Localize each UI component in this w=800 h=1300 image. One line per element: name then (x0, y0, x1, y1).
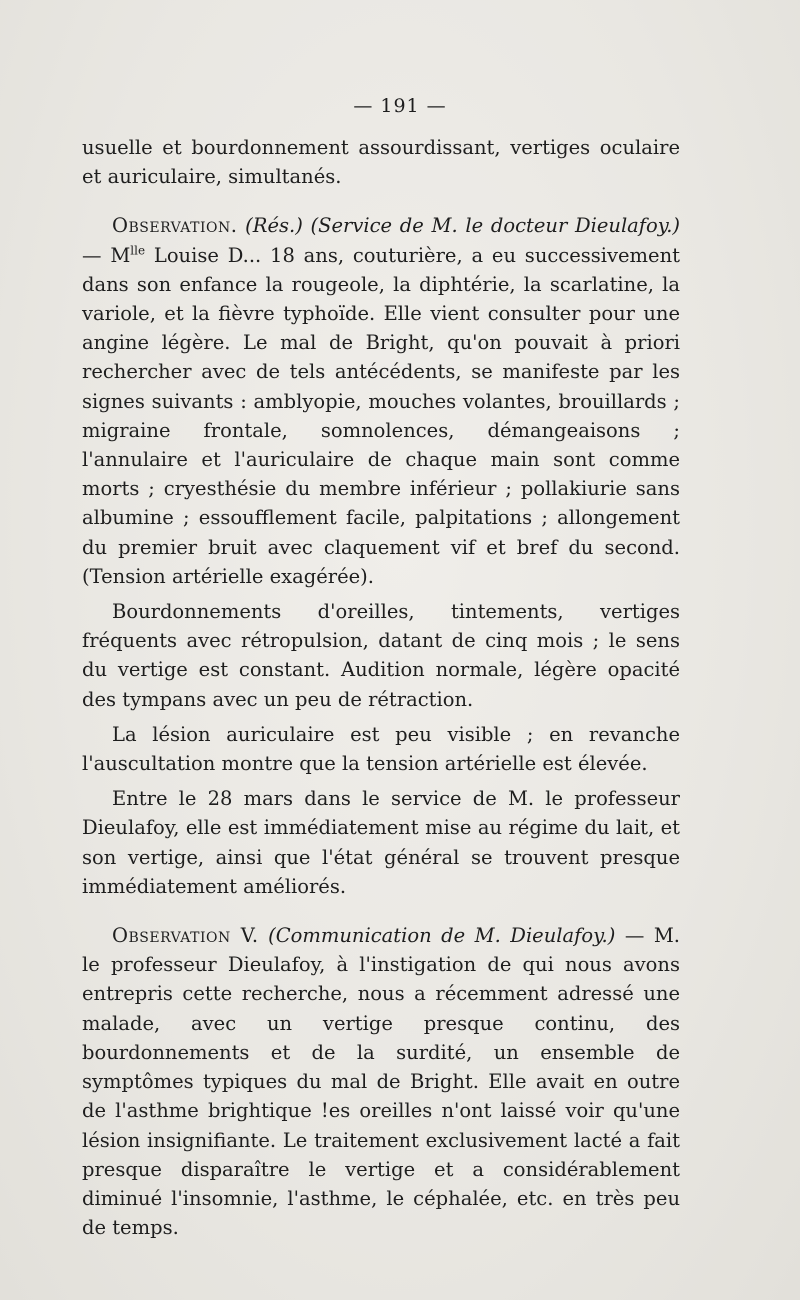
paragraph-lesion: La lésion auriculaire est peu visible ; en revanche l'auscultation montre que la tension artérielle est élevée. (82, 722, 680, 776)
observation-v-text: — M. le professeur Dieulafoy, à l'instigation de qui nous avons entrepris cette recherche, nous a récemment adressé une malade, avec un vertige presque continu, des bourdonnements et de la surdité, un ensemble de symptômes typiques du mal de Bright. Elle avait en outre de l'asthme brightique !es oreilles n'ont laissé voir qu'une lésion insignifiante. Le traitement exclusivement lacté a fait presque disparaître le vertige et a considérablement diminué l'insomnie, l'asthme, le céphalée, etc. en très peu de temps. (82, 924, 681, 1240)
title-m: M (110, 243, 131, 267)
observation-v-label: Observation V. (112, 924, 259, 948)
observation-label: Observation. (112, 214, 238, 238)
observation-source: (Rés.) (Service de M. le docteur Dieulafoy.) (245, 214, 680, 238)
paragraph-continuation: usuelle et bourdonnement assourdissant, vertiges oculaire et auriculaire, simultanés. (82, 136, 680, 189)
observation-text: Louise D... 18 ans, couturière, a eu successivement dans son enfance la rougeole, la diphtérie, la scarlatine, la variole, et la fièvre typhoïde. Elle vient consulter pour une angine légère. Le mal de Bright, qu'on pouvait à priori rechercher avec de tels antécédents, se manifeste par les signes suivants : amblyopie, mouches volantes, brouillards ; migraine frontale, somnolences, démangeaisons ; l'annulaire et l'auriculaire de chaque main sont comme morts ; cryesthésie du membre inférieur ; pollakiurie sans albumine ; essoufflement facile, palpitations ; allongement du premier bruit avec claquement vif et bref du second. (Tension artérielle exagérée). (82, 243, 680, 588)
title-lle: lle (130, 243, 146, 258)
paragraph-observation-v (82, 921, 680, 1242)
page-number: — 191 — (353, 95, 447, 117)
body-text (82, 133, 680, 1242)
observation-v-source: (Communication de M. Dieulafoy.) (268, 924, 616, 948)
observation-dash: — (82, 243, 111, 267)
paragraph-entree: Entre le 28 mars dans le service de M. le professeur Dieulafoy, elle est immédiatement mise au régime du lait, et son vertige, ainsi que l'état général se trouvent presque immédiatement améliorés. (82, 787, 680, 898)
paragraph-bourdonnements: Bourdonnements d'oreilles, tintements, vertiges fréquents avec rétropulsion, datant de cinq mois ; le sens du vertige est constant. Audition normale, légère opacité des tympans avec un peu de rétraction. (82, 600, 680, 711)
paragraph-observation (82, 211, 680, 591)
